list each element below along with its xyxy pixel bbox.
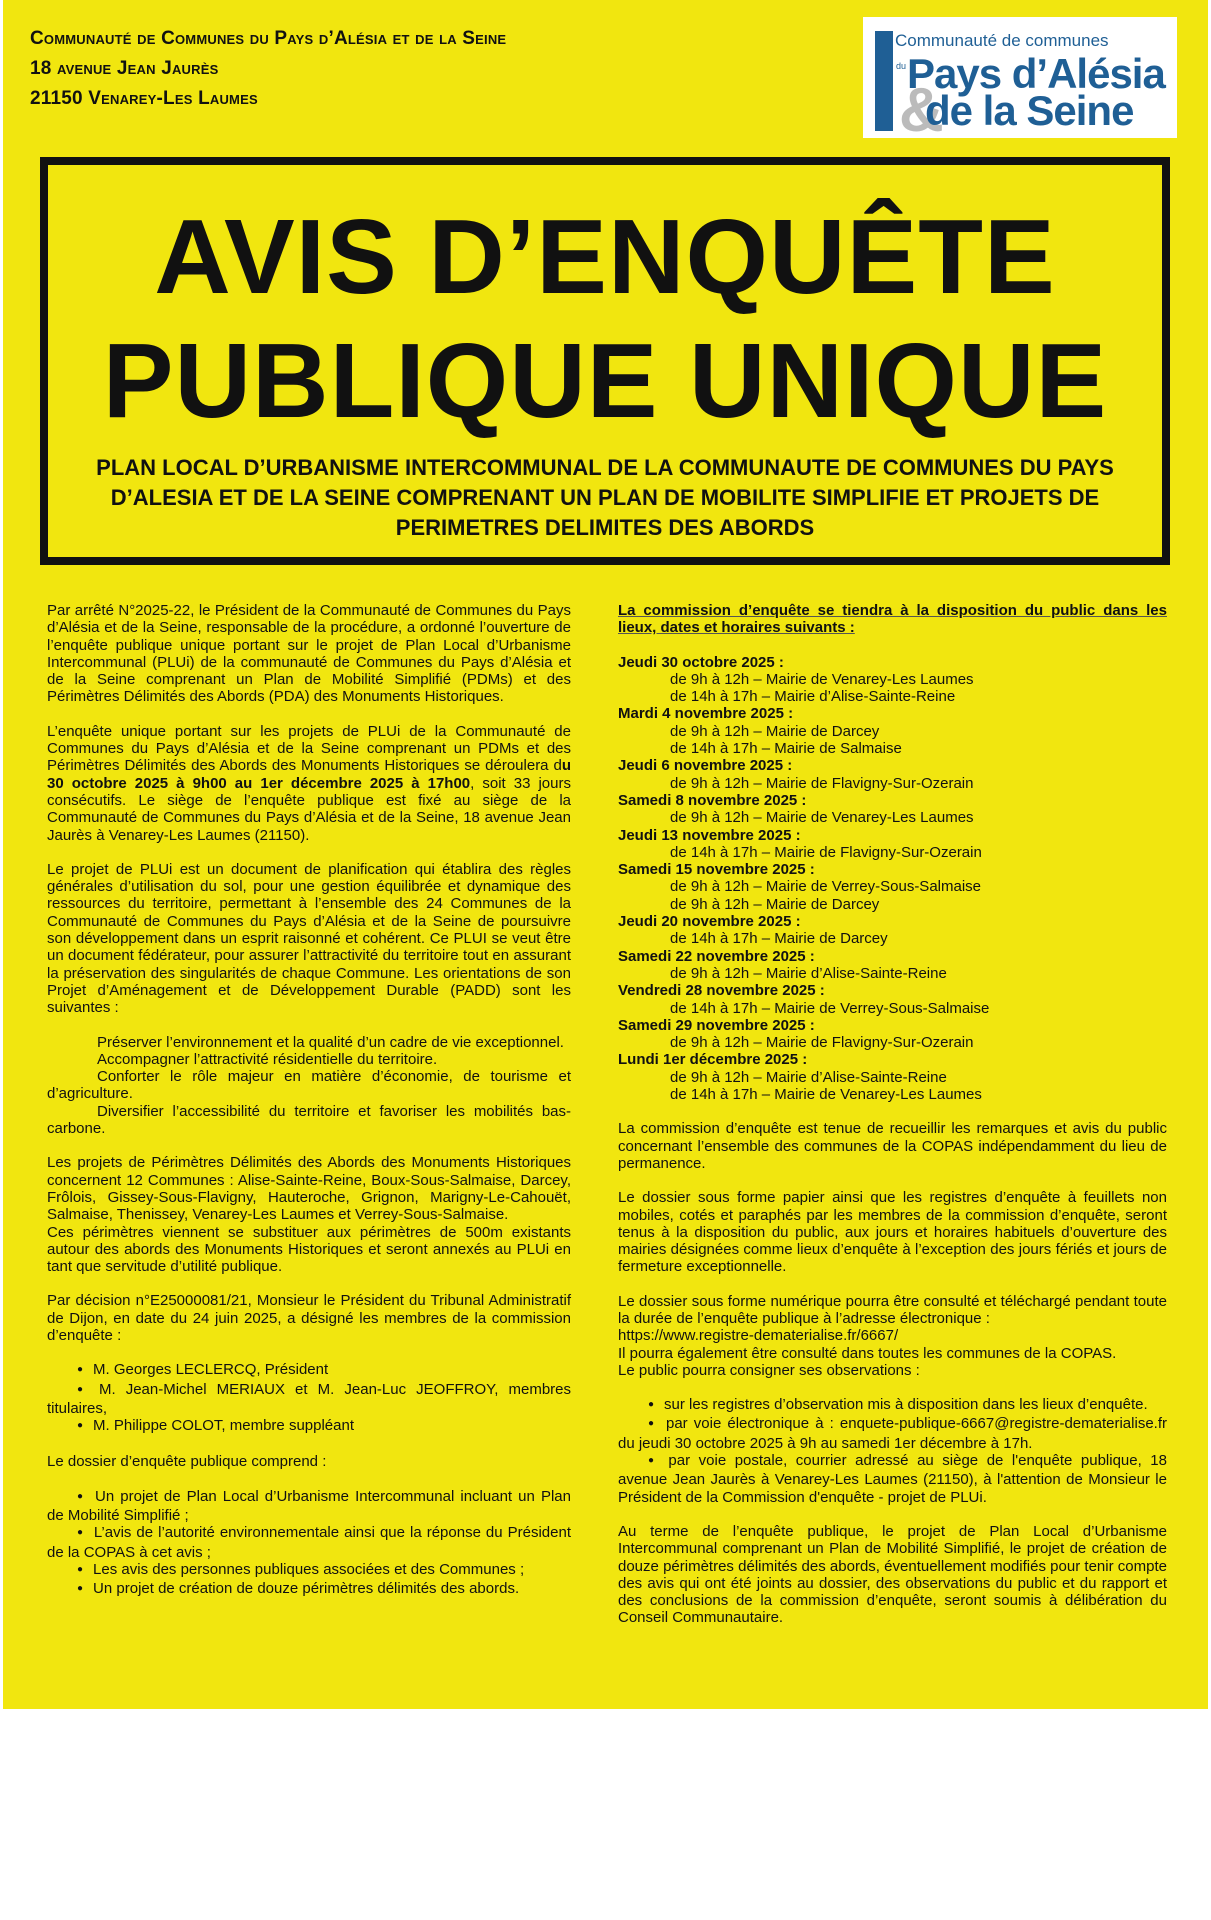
- paragraph-dates: [47, 723, 571, 844]
- org-city: 21150 Venarey-Les Laumes: [30, 88, 258, 109]
- observation-item: ● par voie électronique à : enquete-publique-6667@registre-dematerialise.fr du jeudi 30 octobre 2025 à 9h au samedi 1er décembre à 17h.: [618, 1415, 1167, 1452]
- schedule-intro: La commission d’enquête se tiendra à la disposition du public dans les lieux, dates et horaires suivants :: [618, 602, 1167, 637]
- org-name: Communauté de Communes du Pays d’Alésia et de la Seine: [30, 28, 507, 49]
- schedule-slot: de 9h à 12h – Mairie de Flavigny-Sur-Ozerain: [670, 1034, 974, 1052]
- title-line2: PUBLIQUE UNIQUE: [102, 322, 1108, 440]
- schedule-day: Samedi 22 novembre 2025 :: [618, 947, 815, 965]
- logo-du: du: [896, 61, 907, 71]
- paragraph: Le dossier sous forme papier ainsi que les registres d’enquête à feuillets non mobiles, cotés et paraphés par les membres de la commission d’enquête, seront tenus à la disposition du public, aux jours et horaires habituels d’ouverture des mairies désignées comme lieux d’enquête à l’exception des jours fériés et jours de fermeture exceptionnelle.: [618, 1189, 1167, 1276]
- member-item: ● M. Philippe COLOT, membre suppléant: [47, 1417, 571, 1436]
- member-item: ● M. Georges LECLERCQ, Président: [47, 1361, 571, 1380]
- dossier-item: ● Les avis des personnes publiques associées et des Communes ;: [47, 1561, 571, 1580]
- subtitle: PLAN LOCAL D’URBANISME INTERCOMMUNAL DE LA COMMUNAUTE DE COMMUNES DU PAYS D’ALESIA ET DE LA SEINE COMPRENANT UN PLAN DE MOBILITE SIMPLIFIE ET PROJETS DE PERIMETRES DELIMITES DES ABORDS: [96, 455, 1114, 540]
- schedule-day: Jeudi 20 novembre 2025 :: [618, 913, 801, 931]
- paragraph: Au terme de l’enquête publique, le projet de Plan Local d’Urbanisme Intercommunal comprenant un Plan de Mobilité Simplifié, le projet de création de douze périmètres délimités des abords, éventuellement modifiés pour tenir compte des avis qui ont été joints au dossier, des observations du public et du rapport et des conclusions de la commission d’enquête, seront soumis à délibération du Conseil Communautaire.: [618, 1522, 1167, 1627]
- paragraph: Par décision n°E25000081/21, Monsieur le Président du Tribunal Administratif de Dijon, en date du 24 juin 2025, a désigné les membres de la commission d’enquête :: [47, 1292, 571, 1344]
- registry-link[interactable]: https://www.registre-dematerialise.fr/6667/: [618, 1327, 899, 1345]
- paragraph: Les projets de Périmètres Délimités des Abords des Monuments Historiques concernent 12 Communes : Alise-Sainte-Reine, Boux-Sous-Salmaise, Darcey, Frôlois, Gissey-Sous-Flavigny, Hauteroche, Grignon, Marigny-Le-Cahouët, Salmaise, Thenissey, Venarey-Les Laumes et Verrey-Sous-Salmaise.: [47, 1154, 571, 1224]
- copas-logo: [863, 17, 1177, 145]
- schedule-day: Samedi 29 novembre 2025 :: [618, 1016, 815, 1034]
- schedule-slot: de 14h à 17h – Mairie de Verrey-Sous-Salmaise: [670, 999, 990, 1017]
- schedule-slot: de 9h à 12h – Mairie d’Alise-Sainte-Reine: [670, 1068, 947, 1086]
- schedule-slot: de 14h à 17h – Mairie d’Alise-Sainte-Reine: [670, 688, 956, 706]
- schedule-slot: de 14h à 17h – Mairie de Venarey-Les Laumes: [670, 1086, 982, 1104]
- logo-emblem-icon: [875, 31, 893, 131]
- schedule-list: [618, 654, 1167, 1104]
- schedule-slot: de 9h à 12h – Mairie de Venarey-Les Laumes: [670, 809, 974, 827]
- orientation-item: Préserver l’environnement et la qualité d’un cadre de vie exceptionnel.: [97, 1033, 564, 1051]
- schedule-day: Lundi 1er décembre 2025 :: [618, 1051, 808, 1069]
- schedule-day: Jeudi 13 novembre 2025 :: [618, 826, 801, 844]
- logo-line1: Communauté de communes: [895, 31, 1109, 50]
- orientation-item: Accompagner l’attractivité résidentielle du territoire.: [97, 1050, 438, 1068]
- paragraph: Le dossier d’enquête publique comprend :: [47, 1453, 327, 1471]
- orientation-item: Conforter le rôle majeur en matière d’économie, de tourisme et d’agriculture.: [47, 1068, 571, 1103]
- observation-item: ● par voie postale, courrier adressé au siège de l'enquête publique, 18 avenue Jean Jaurès à Venarey-Les Laumes (21150), à l'attention de Monsieur le Président de la Commission d'enquête - projet de PLUi.: [618, 1452, 1167, 1506]
- schedule-slot: de 14h à 17h – Mairie de Salmaise: [670, 740, 902, 758]
- paragraph: Ces périmètres viennent se substituer aux périmètres de 500m existants autour des abords des Monuments Historiques et seront annexés au PLUi en tant que servitude d’utilité publique.: [47, 1223, 571, 1276]
- paragraph: Le public pourra consigner ses observations :: [618, 1361, 920, 1379]
- right-column: [618, 602, 1167, 1644]
- text: L’enquête unique portant sur les projets de PLUi de la Communauté de Communes du Pays d’Alésia et de la Seine comprenant un PDMs et des Périmètres Délimités des Abords des Monuments Historiques se déroulera d: [47, 722, 571, 775]
- text: , soit 33 jours consécutifs. Le siège de l’enquête publique est fixé au siège de la Communauté de Communes du Pays d’Alésia et de la Seine, 18 avenue Jean Jaurès à Venarey-Les Laumes (21150).: [47, 774, 571, 844]
- logo-line2: Pays d’Alésia: [907, 50, 1165, 97]
- schedule-day: Jeudi 30 octobre 2025 :: [618, 653, 784, 671]
- member-item: ● M. Jean-Michel MERIAUX et M. Jean-Luc JEOFFROY, membres titulaires,: [47, 1381, 571, 1418]
- schedule-slot: de 9h à 12h – Mairie d’Alise-Sainte-Reine: [670, 964, 947, 982]
- schedule-slot: de 9h à 12h – Mairie de Flavigny-Sur-Ozerain: [670, 774, 974, 792]
- schedule-day: Samedi 8 novembre 2025 :: [618, 791, 807, 809]
- logo-line3: de la Seine: [925, 87, 1134, 134]
- paragraph: Par arrêté N°2025-22, le Président de la Communauté de Communes du Pays d’Alésia et de la Seine, responsable de la procédure, a ordonné l’ouverture de l’enquête publique unique portant sur le projet de Plan Local d’Urbanisme Intercommunal (PLUi) de la communauté de Communes du Pays d’Alésia et de la Seine comprenant un Plan de Mobilité Simplifié (PDMs) et des Périmètres Délimités des Abords (PDA) des Monuments Historiques.: [47, 602, 571, 706]
- schedule-slot: de 14h à 17h – Mairie de Darcey: [670, 930, 888, 948]
- paragraph: Il pourra également être consulté dans toutes les communes de la COPAS.: [618, 1344, 1117, 1362]
- schedule-slot: de 9h à 12h – Mairie de Venarey-Les Laumes: [670, 670, 974, 688]
- paragraph: Le projet de PLUi est un document de planification qui établira des règles générales d’utilisation du sol, pour une gestion équilibrée et dynamique des ressources du territoire, permettant à l’ensemble des 24 Communes de la Communauté de Communes du Pays d’Alésia et de la Seine de poursuivre son développement dans un esprit raisonné et cohérent. Ce PLUI se veut être un document fédérateur, pour assurer l’attractivité du territoire tout en assurant la préservation des singularités de chaque Commune. Les orientations de son Projet d’Aménagement et de Développement Durable (PADD) sont les suivantes :: [47, 860, 571, 1017]
- observation-item: ● sur les registres d’observation mis à disposition dans les lieux d’enquête.: [618, 1396, 1167, 1415]
- title-box: [40, 157, 1170, 565]
- page-title: [48, 195, 1162, 443]
- left-column: [47, 602, 571, 1600]
- paragraph: Le dossier sous forme numérique pourra être consulté et téléchargé pendant toute la durée de l’enquête publique à l’adresse électronique :: [618, 1292, 1167, 1327]
- schedule-slot: de 14h à 17h – Mairie de Flavigny-Sur-Ozerain: [670, 843, 982, 861]
- logo-ampersand: &: [899, 76, 944, 145]
- organization-address: [30, 24, 506, 114]
- schedule-day: Vendredi 28 novembre 2025 :: [618, 982, 825, 1000]
- org-street: 18 avenue Jean Jaurès: [30, 58, 219, 79]
- schedule-slot: de 9h à 12h – Mairie de Verrey-Sous-Salmaise: [670, 878, 982, 896]
- schedule-day: Samedi 15 novembre 2025 :: [618, 861, 815, 879]
- paragraph: La commission d’enquête est tenue de recueillir les remarques et avis du public concernant l’ensemble des communes de la COPAS indépendamment du lieu de permanence.: [618, 1120, 1167, 1172]
- schedule-day: Mardi 4 novembre 2025 :: [618, 705, 794, 723]
- dates-bold: u 30 octobre 2025 à 9h00 au 1er décembre 2025 à 17h00: [47, 757, 571, 792]
- dossier-item: ● Un projet de création de douze périmètres délimités des abords.: [47, 1580, 571, 1599]
- dossier-item: ● L’avis de l’autorité environnementale ainsi que la réponse du Président de la COPAS à cet avis ;: [47, 1524, 571, 1561]
- schedule-slot: de 9h à 12h – Mairie de Darcey: [670, 722, 880, 740]
- schedule-day: Jeudi 6 novembre 2025 :: [618, 757, 793, 775]
- orientation-item: Diversifier l’accessibilité du territoire et favoriser les mobilités bas-carbone.: [47, 1102, 571, 1138]
- title-line1: AVIS D’ENQUÊTE: [154, 198, 1056, 316]
- schedule-slot: de 9h à 12h – Mairie de Darcey: [670, 895, 880, 913]
- dossier-item: ● Un projet de Plan Local d’Urbanisme Intercommunal incluant un Plan de Mobilité Simplifié ;: [47, 1488, 571, 1525]
